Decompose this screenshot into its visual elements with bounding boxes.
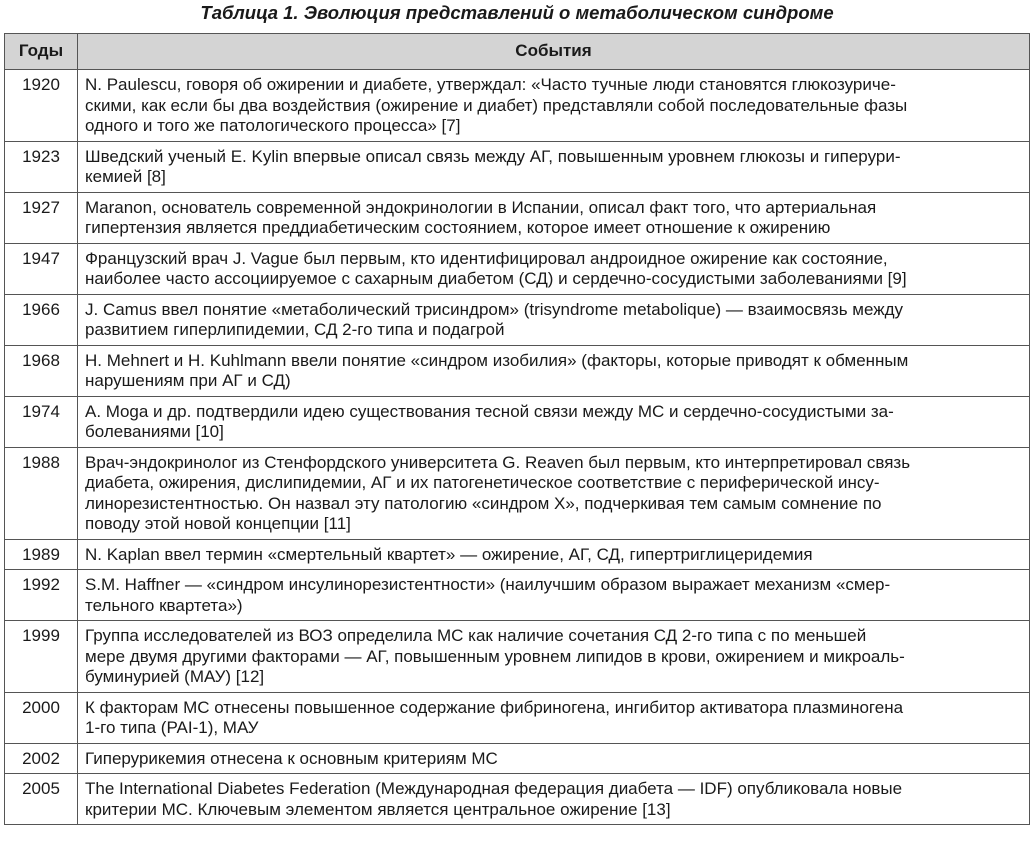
- event-text-line: J. Camus ввел понятие «метаболический трисиндром» (trisyndrome metabolique) — взаимосвязь между: [85, 299, 904, 319]
- table-row: [5, 774, 1030, 825]
- year-cell: 1992: [5, 570, 78, 621]
- event-text-line: мере двумя другими факторами — АГ, повышенным уровнем липидов в крови, ожирением и микроаль-: [85, 646, 905, 666]
- table-row: [5, 570, 1030, 621]
- event-text-line: буминурией (МАУ) [12]: [85, 667, 265, 686]
- event-cell: [78, 570, 1030, 621]
- event-text-line: диабета, ожирения, дислипидемии, АГ и их патогенетическое соответствие с периферической инсу-: [85, 473, 880, 492]
- event-text-line: линорезистентностью. Он назвал эту патологию «синдром X», подчеркивая тем самым сомнение по: [85, 493, 882, 513]
- event-cell: [78, 294, 1030, 345]
- event-text-line: наиболее часто ассоциируемое с сахарным диабетом (СД) и сердечно-сосудистыми заболеваниями [9]: [85, 269, 907, 288]
- event-text-line: Maranon, основатель современной эндокринологии в Испании, описал факт того, что артериальная: [85, 197, 877, 217]
- year-cell: 1974: [5, 396, 78, 447]
- table-header-row: [5, 34, 1030, 70]
- event-cell: [78, 141, 1030, 192]
- table-row: [5, 396, 1030, 447]
- event-text-line: гипертензия является преддиабетическим состоянием, которое имеет отношение к ожирению: [85, 218, 831, 237]
- evolution-table: [4, 33, 1030, 825]
- year-cell: 2005: [5, 774, 78, 825]
- event-text-line: N. Paulescu, говоря об ожирении и диабете, утверждал: «Часто тучные люди становятся глюкозуриче-: [85, 75, 896, 94]
- header-years: Годы: [5, 34, 78, 70]
- table-row: [5, 621, 1030, 693]
- event-cell: [78, 243, 1030, 294]
- event-text-line: The International Diabetes Federation (Международная федерация диабета — IDF) опубликовала новые: [85, 779, 903, 798]
- table-body: [5, 70, 1030, 825]
- event-cell: [78, 692, 1030, 743]
- event-cell: [78, 192, 1030, 243]
- event-text-line: Шведский ученый E. Kylin впервые описал связь между АГ, повышенным уровнем глюкозы и гиперури-: [85, 146, 901, 166]
- event-text-line: критерии МС. Ключевым элементом является центральное ожирение [13]: [85, 799, 671, 819]
- year-cell: 1920: [5, 70, 78, 142]
- table-row: [5, 192, 1030, 243]
- year-cell: 1968: [5, 345, 78, 396]
- event-text-line: одного и того же патологического процесса» [7]: [85, 116, 461, 135]
- table-row: [5, 243, 1030, 294]
- table-row: [5, 141, 1030, 192]
- table-row: [5, 539, 1030, 570]
- table-caption: Таблица 1. Эволюция представлений о метаболическом синдроме: [200, 2, 834, 23]
- year-cell: 2002: [5, 743, 78, 774]
- year-cell: 1923: [5, 141, 78, 192]
- event-text-line: H. Mehnert и H. Kuhlmann ввели понятие «синдром изобилия» (факторы, которые приводят к обменным: [85, 350, 909, 370]
- table-row: [5, 70, 1030, 142]
- event-text-line: нарушениям при АГ и СД): [85, 371, 291, 390]
- event-cell: [78, 621, 1030, 693]
- table-row: [5, 345, 1030, 396]
- event-cell: [78, 345, 1030, 396]
- event-text-line: S.M. Haffner — «синдром инсулинорезистентности» (наилучшим образом выражает механизм «смер-: [85, 575, 891, 594]
- event-cell: [78, 447, 1030, 539]
- event-text-line: тельного квартета»): [85, 595, 243, 615]
- event-cell: [78, 743, 1030, 774]
- event-text-line: 1-го типа (PAI-1), МАУ: [85, 718, 259, 737]
- table-row: [5, 692, 1030, 743]
- event-cell: [78, 539, 1030, 570]
- event-text-line: N. Kaplan ввел термин «смертельный квартет» — ожирение, АГ, СД, гипертриглицеридемия: [85, 544, 813, 564]
- event-text-line: развитием гиперлипидемии, СД 2-го типа и подагрой: [85, 320, 505, 339]
- event-text-line: Врач-эндокринолог из Стенфордского университета G. Reaven был первым, кто интерпретировал связь: [85, 452, 911, 472]
- table-row: [5, 294, 1030, 345]
- event-cell: [78, 774, 1030, 825]
- event-cell: [78, 396, 1030, 447]
- event-text-line: Гиперурикемия отнесена к основным критериям МС: [85, 748, 498, 768]
- table-row: [5, 447, 1030, 539]
- event-text-line: A. Moga и др. подтвердили идею существования тесной связи между МС и сердечно-сосудистыми за-: [85, 401, 894, 421]
- event-text-line: болеваниями [10]: [85, 422, 224, 441]
- year-cell: 1966: [5, 294, 78, 345]
- year-cell: 1988: [5, 447, 78, 539]
- year-cell: 1947: [5, 243, 78, 294]
- event-text-line: Группа исследователей из ВОЗ определила МС как наличие сочетания СД 2-го типа с по меньшей: [85, 626, 867, 645]
- event-text-line: Французский врач J. Vague был первым, кто идентифицировал андроидное ожирение как состояние,: [85, 248, 888, 268]
- event-text-line: скими, как если бы два воздействия (ожирение и диабет) представляли собой последовательные фазы: [85, 95, 908, 115]
- event-text-line: К факторам МС отнесены повышенное содержание фибриногена, ингибитор активатора плазминогена: [85, 697, 904, 717]
- event-cell: [78, 70, 1030, 142]
- header-events: События: [78, 34, 1030, 70]
- event-text-line: поводу этой новой концепции [11]: [85, 514, 351, 533]
- year-cell: 1999: [5, 621, 78, 693]
- year-cell: 2000: [5, 692, 78, 743]
- year-cell: 1989: [5, 539, 78, 570]
- event-text-line: кемией [8]: [85, 167, 166, 186]
- year-cell: 1927: [5, 192, 78, 243]
- table-row: [5, 743, 1030, 774]
